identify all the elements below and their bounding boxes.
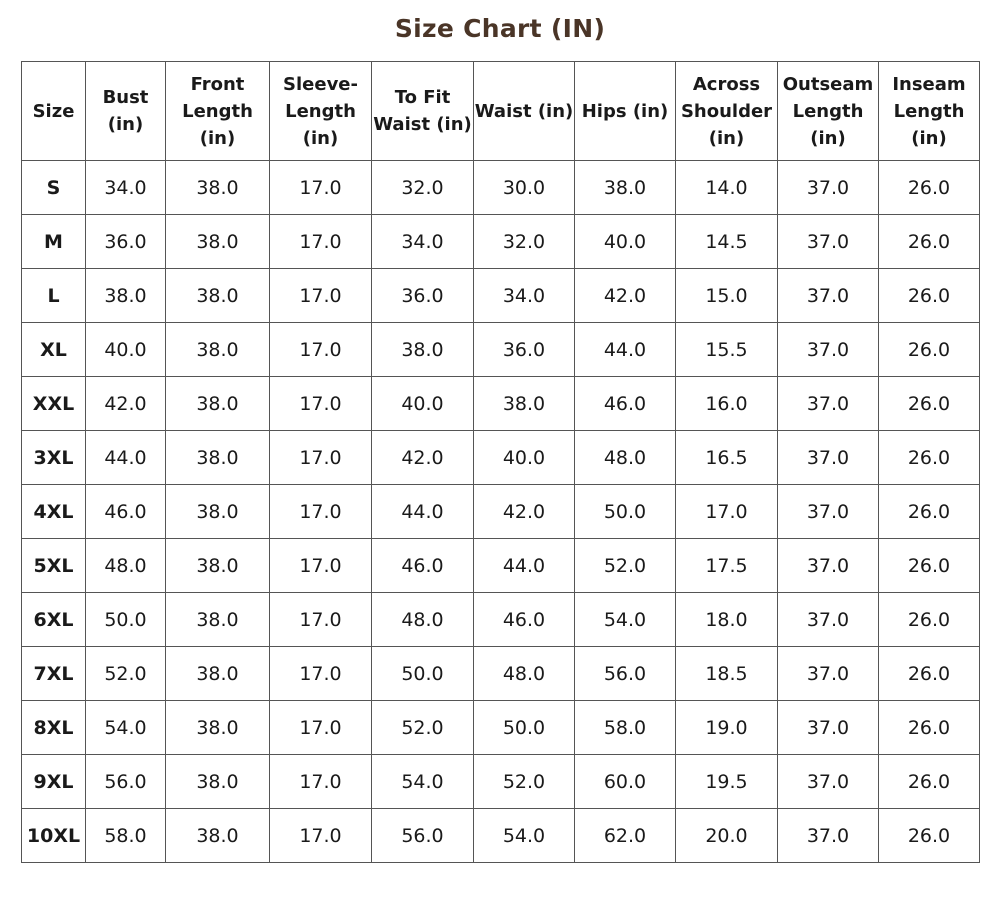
table-row (22, 755, 980, 809)
size-cell: L (22, 269, 86, 323)
table-cell: 56.0 (372, 809, 474, 863)
table-cell: 50.0 (86, 593, 166, 647)
column-header: Outseam Length (in) (778, 62, 879, 161)
table-cell: 34.0 (86, 161, 166, 215)
table-cell: 37.0 (778, 431, 879, 485)
table-cell: 26.0 (879, 269, 980, 323)
table-cell: 17.0 (270, 701, 372, 755)
size-cell: 9XL (22, 755, 86, 809)
table-cell: 26.0 (879, 215, 980, 269)
table-row (22, 809, 980, 863)
table-cell: 15.5 (676, 323, 778, 377)
table-row (22, 647, 980, 701)
column-header: Sleeve- Length (in) (270, 62, 372, 161)
table-cell: 17.0 (270, 377, 372, 431)
table-cell: 52.0 (86, 647, 166, 701)
table-cell: 17.0 (270, 539, 372, 593)
table-cell: 36.0 (474, 323, 575, 377)
table-cell: 38.0 (166, 539, 270, 593)
size-cell: 6XL (22, 593, 86, 647)
table-cell: 26.0 (879, 593, 980, 647)
table-cell: 32.0 (372, 161, 474, 215)
size-cell: 5XL (22, 539, 86, 593)
size-cell: S (22, 161, 86, 215)
table-cell: 14.5 (676, 215, 778, 269)
table-cell: 38.0 (575, 161, 676, 215)
table-cell: 40.0 (575, 215, 676, 269)
table-cell: 54.0 (575, 593, 676, 647)
table-cell: 37.0 (778, 593, 879, 647)
table-cell: 38.0 (166, 323, 270, 377)
table-cell: 37.0 (778, 539, 879, 593)
table-cell: 17.0 (270, 323, 372, 377)
header-row (22, 62, 980, 161)
table-cell: 50.0 (474, 701, 575, 755)
page-title: Size Chart (IN) (394, 14, 606, 43)
size-cell: M (22, 215, 86, 269)
table-cell: 54.0 (372, 755, 474, 809)
column-header: Bust (in) (86, 62, 166, 161)
table-cell: 37.0 (778, 269, 879, 323)
table-cell: 48.0 (372, 593, 474, 647)
table-row (22, 323, 980, 377)
table-cell: 38.0 (166, 485, 270, 539)
table-cell: 38.0 (166, 647, 270, 701)
table-cell: 56.0 (86, 755, 166, 809)
table-cell: 19.5 (676, 755, 778, 809)
table-cell: 16.0 (676, 377, 778, 431)
column-header: Hips (in) (575, 62, 676, 161)
table-cell: 46.0 (372, 539, 474, 593)
table-cell: 48.0 (575, 431, 676, 485)
table-cell: 38.0 (166, 269, 270, 323)
table-cell: 60.0 (575, 755, 676, 809)
table-cell: 15.0 (676, 269, 778, 323)
table-cell: 34.0 (474, 269, 575, 323)
column-header: To Fit Waist (in) (372, 62, 474, 161)
table-cell: 17.0 (270, 485, 372, 539)
table-cell: 44.0 (575, 323, 676, 377)
column-header: Size (22, 62, 86, 161)
table-cell: 26.0 (879, 539, 980, 593)
column-header: Waist (in) (474, 62, 575, 161)
table-cell: 42.0 (575, 269, 676, 323)
table-row (22, 593, 980, 647)
table-cell: 44.0 (372, 485, 474, 539)
table-cell: 37.0 (778, 701, 879, 755)
table-cell: 26.0 (879, 323, 980, 377)
table-cell: 42.0 (86, 377, 166, 431)
column-header: Across Shoulder (in) (676, 62, 778, 161)
table-cell: 17.0 (270, 215, 372, 269)
table-cell: 38.0 (166, 215, 270, 269)
table-cell: 37.0 (778, 647, 879, 701)
size-cell: 3XL (22, 431, 86, 485)
table-cell: 38.0 (474, 377, 575, 431)
table-cell: 46.0 (575, 377, 676, 431)
table-row (22, 701, 980, 755)
table-cell: 26.0 (879, 377, 980, 431)
table-cell: 52.0 (474, 755, 575, 809)
table-cell: 48.0 (474, 647, 575, 701)
table-cell: 50.0 (372, 647, 474, 701)
table-cell: 54.0 (474, 809, 575, 863)
table-cell: 17.0 (270, 593, 372, 647)
table-cell: 26.0 (879, 755, 980, 809)
table-cell: 26.0 (879, 701, 980, 755)
table-cell: 17.0 (270, 647, 372, 701)
table-cell: 38.0 (166, 809, 270, 863)
table-cell: 42.0 (474, 485, 575, 539)
column-header: Inseam Length (in) (879, 62, 980, 161)
size-cell: 10XL (22, 809, 86, 863)
table-cell: 26.0 (879, 431, 980, 485)
table-cell: 46.0 (86, 485, 166, 539)
table-cell: 42.0 (372, 431, 474, 485)
table-cell: 40.0 (474, 431, 575, 485)
table-cell: 40.0 (372, 377, 474, 431)
table-cell: 37.0 (778, 809, 879, 863)
table-row (22, 161, 980, 215)
table-cell: 37.0 (778, 485, 879, 539)
table-row (22, 215, 980, 269)
table-cell: 17.0 (270, 431, 372, 485)
table-cell: 37.0 (778, 755, 879, 809)
size-cell: 8XL (22, 701, 86, 755)
table-cell: 56.0 (575, 647, 676, 701)
table-cell: 37.0 (778, 323, 879, 377)
table-cell: 16.5 (676, 431, 778, 485)
table-cell: 62.0 (575, 809, 676, 863)
table-cell: 20.0 (676, 809, 778, 863)
size-chart-table (21, 61, 980, 863)
table-cell: 38.0 (166, 593, 270, 647)
table-cell: 44.0 (86, 431, 166, 485)
table-cell: 38.0 (166, 377, 270, 431)
size-cell: XXL (22, 377, 86, 431)
table-cell: 58.0 (575, 701, 676, 755)
table-cell: 44.0 (474, 539, 575, 593)
size-cell: 7XL (22, 647, 86, 701)
table-row (22, 269, 980, 323)
table-cell: 14.0 (676, 161, 778, 215)
table-cell: 26.0 (879, 485, 980, 539)
table-cell: 52.0 (575, 539, 676, 593)
table-cell: 36.0 (372, 269, 474, 323)
table-cell: 37.0 (778, 377, 879, 431)
table-cell: 17.0 (270, 755, 372, 809)
table-cell: 48.0 (86, 539, 166, 593)
table-row (22, 431, 980, 485)
table-cell: 37.0 (778, 161, 879, 215)
column-header: Front Length (in) (166, 62, 270, 161)
size-cell: 4XL (22, 485, 86, 539)
table-cell: 26.0 (879, 647, 980, 701)
table-cell: 38.0 (166, 161, 270, 215)
table-cell: 46.0 (474, 593, 575, 647)
table-cell: 18.0 (676, 593, 778, 647)
table-cell: 38.0 (86, 269, 166, 323)
table-row (22, 539, 980, 593)
size-cell: XL (22, 323, 86, 377)
table-cell: 50.0 (575, 485, 676, 539)
table-cell: 26.0 (879, 809, 980, 863)
table-body (22, 161, 980, 863)
table-cell: 37.0 (778, 215, 879, 269)
table-cell: 17.5 (676, 539, 778, 593)
table-cell: 17.0 (270, 161, 372, 215)
table-cell: 38.0 (166, 431, 270, 485)
table-cell: 30.0 (474, 161, 575, 215)
table-cell: 32.0 (474, 215, 575, 269)
table-cell: 36.0 (86, 215, 166, 269)
table-cell: 38.0 (166, 755, 270, 809)
table-cell: 38.0 (372, 323, 474, 377)
table-cell: 34.0 (372, 215, 474, 269)
table-cell: 18.5 (676, 647, 778, 701)
table-cell: 26.0 (879, 161, 980, 215)
table-row (22, 377, 980, 431)
table-cell: 40.0 (86, 323, 166, 377)
table-cell: 54.0 (86, 701, 166, 755)
table-cell: 17.0 (676, 485, 778, 539)
table-cell: 17.0 (270, 809, 372, 863)
table-cell: 52.0 (372, 701, 474, 755)
table-cell: 38.0 (166, 701, 270, 755)
table-cell: 19.0 (676, 701, 778, 755)
table-cell: 58.0 (86, 809, 166, 863)
table-cell: 17.0 (270, 269, 372, 323)
table-row (22, 485, 980, 539)
